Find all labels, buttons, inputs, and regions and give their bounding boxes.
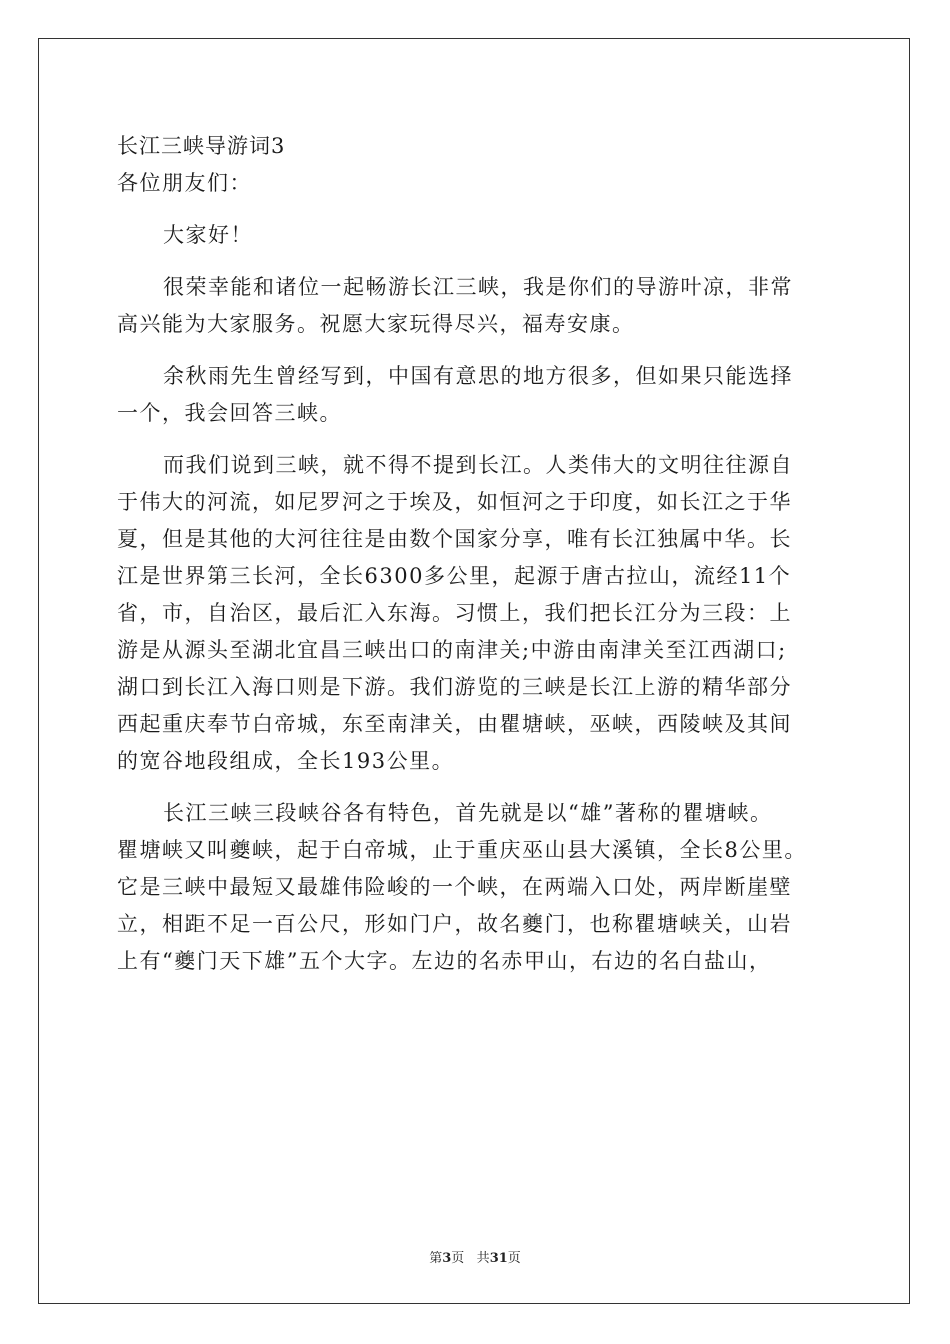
paragraph-line: 它是三峡中最短又最雄伟险峻的一个峡，在两端入口处，两岸断崖壁 [117,875,792,899]
paragraph-line: 江是世界第三长河，全长6300多公里，起源于唐古拉山，流经11个 [117,564,792,588]
greeting: 大家好！ [163,223,253,247]
paragraph-3 [117,447,837,780]
paragraph-line: 于伟大的河流，如尼罗河之于埃及，如恒河之于印度，如长江之于华 [117,490,792,514]
salutation: 各位朋友们： [117,171,252,195]
total-prefix: 共 [476,1251,490,1266]
paragraph-line: 游是从源头至湖北宜昌三峡出口的南津关;中游由南津关至江西湖口; [117,638,787,662]
paragraph-line: 而我们说到三峡，就不得不提到长江。人类伟大的文明往往源自 [163,453,793,477]
paragraph-line: 的宽谷地段组成，全长193公里。 [117,749,455,773]
document-body [117,128,837,980]
paragraph-line: 湖口到长江入海口则是下游。我们游览的三峡是长江上游的精华部分 [117,675,792,699]
paragraph-line: 立，相距不足一百公尺，形如门户，故名夔门，也称瞿塘峡关，山岩 [117,912,792,936]
paragraph-line: 西起重庆奉节白帝城，东至南津关，由瞿塘峡，巫峡，西陵峡及其间 [117,712,792,736]
paragraph-line: 高兴能为大家服务。祝愿大家玩得尽兴，福寿安康。 [117,312,635,336]
document-title: 长江三峡导游词3 [117,134,286,158]
paragraph-line: 瞿塘峡又叫夔峡，起于白帝城，止于重庆巫山县大溪镇，全长8公里。 [117,838,807,862]
paragraph-line: 余秋雨先生曾经写到，中国有意思的地方很多，但如果只能选择 [163,364,793,388]
paragraph-4 [117,795,837,980]
page-number: 3 [442,1251,452,1266]
paragraph-2 [117,358,837,432]
page-suffix: 页 [451,1251,465,1266]
paragraph-1 [117,269,837,343]
page-footer [0,1247,950,1266]
paragraph-line: 上有“夔门天下雄”五个大字。左边的名赤甲山，右边的名白盐山， [117,949,772,973]
paragraph-line: 省，市，自治区，最后汇入东海。习惯上，我们把长江分为三段：上 [117,601,792,625]
total-suffix: 页 [507,1251,521,1266]
paragraph-line: 很荣幸能和诸位一起畅游长江三峡，我是你们的导游叶凉，非常 [163,275,793,299]
paragraph-line: 一个，我会回答三峡。 [117,401,342,425]
page-prefix: 第 [429,1251,443,1266]
total-pages: 31 [489,1251,508,1266]
paragraph-line: 长江三峡三段峡谷各有特色，首先就是以“雄”著称的瞿塘峡。 [163,801,773,825]
paragraph-line: 夏，但是其他的大河往往是由数个国家分享，唯有长江独属中华。长 [117,527,792,551]
